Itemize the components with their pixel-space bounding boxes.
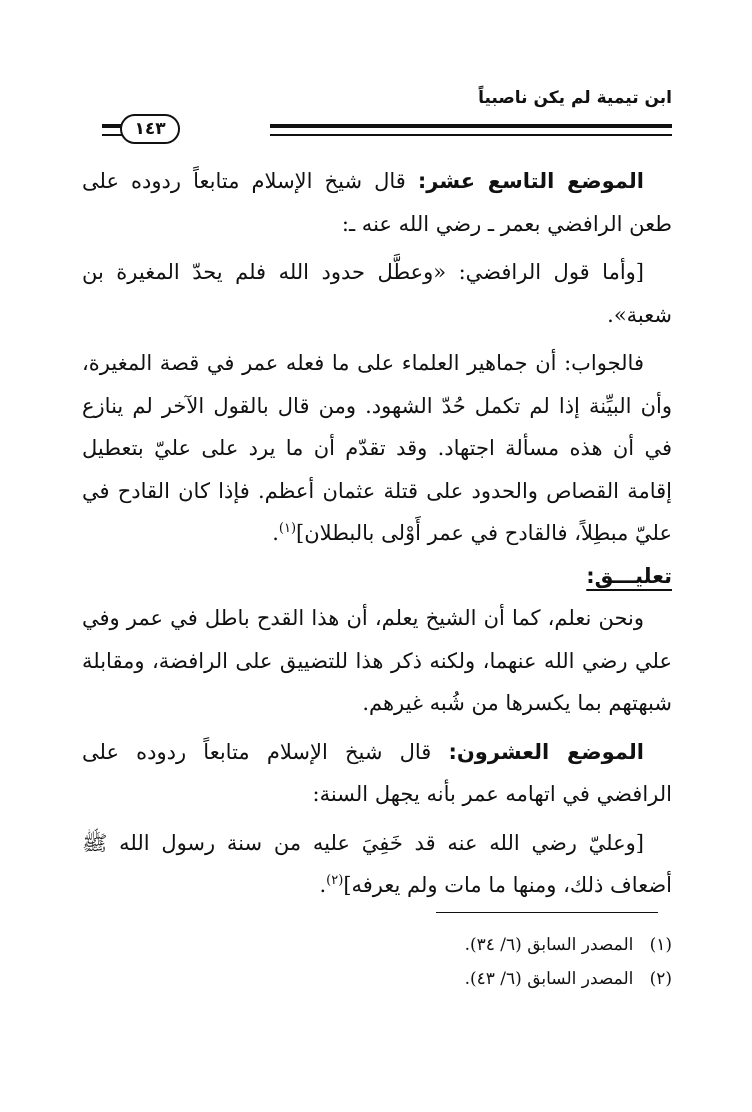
quote-paragraph-2	[82, 822, 672, 907]
section-keyword: الموضع العشرون:	[448, 739, 644, 764]
comment-heading-line	[82, 555, 672, 598]
footnote-number: (١)	[649, 935, 672, 955]
paragraph-text: قال شيخ الإسلام متابعاً ردوده على طعن الرافضي بعمر ـ رضي الله عنه ـ:	[82, 169, 672, 236]
main-text	[82, 160, 672, 907]
quote-paragraph	[82, 251, 672, 336]
header-rule-short	[102, 124, 122, 136]
footnote-text: المصدر السابق (٦/ ٣٤).	[464, 935, 634, 955]
footnote-number: (٢)	[649, 969, 672, 989]
paragraph-end: .	[272, 521, 279, 545]
paragraph-text: قال شيخ الإسلام متابعاً ردوده على الرافضي في اتهامه عمر بأنه يجهل السنة:	[82, 739, 672, 806]
page-number-badge	[120, 114, 180, 144]
footnote-ref[interactable]: (٢)	[326, 873, 344, 888]
paragraph-text: [وأما قول الرافضي: «وعطَّل حدود الله فلم يحدّ المغيرة بن شعبة».	[82, 260, 672, 327]
paragraph-text: [وعليّ رضي الله عنه قد خَفِيَ عليه من سنة رسول الله ﷺ أضعاف ذلك، ومنها ما مات ولم يعرفه]	[82, 830, 672, 897]
paragraph-text: فالجواب: أن جماهير العلماء على ما فعله عمر في قصة المغيرة، وأن البيِّنة إذا لم تكمل حُدّ الشهود. ومن قال بالقول الآخر لم ينازع في أن هذه مسألة اجتهاد. وقد تقدّم أن ما يرد على عليّ بتعطيل إقامة القصاص والحدود على قتلة عثمان أعظم. فإذا كان القادح في عليّ مبطِلاً، فالقادح في عمر أَوْلى بالبطلان]	[82, 351, 672, 545]
header-rule	[270, 124, 672, 136]
footnote-separator	[436, 912, 658, 913]
footnote-item	[82, 928, 672, 962]
running-title: ابن تيمية لم يكن ناصبياً	[478, 88, 672, 108]
footnote-text: المصدر السابق (٦/ ٤٣).	[464, 969, 634, 989]
page-number: ١٤٣	[134, 119, 166, 139]
footnote-ref[interactable]: (١)	[278, 521, 297, 536]
footnotes	[82, 928, 672, 996]
paragraph-19th-position	[82, 160, 672, 245]
paragraph-text: ونحن نعلم، كما أن الشيخ يعلم، أن هذا القدح باطل في عمر وفي علي رضي الله عنهما، ولكنه ذكر هذا للتضييق على الرافضة، ومقابلة شبهتهم بما يكسرها من شُبه غيرهم.	[82, 606, 672, 715]
paragraph-20th-position	[82, 731, 672, 816]
section-keyword: الموضع التاسع عشر:	[417, 169, 644, 193]
comment-paragraph	[82, 597, 672, 725]
comment-heading: تعليـــق:	[586, 563, 672, 588]
paragraph-end: .	[319, 873, 327, 897]
answer-paragraph	[82, 342, 672, 555]
footnote-item	[82, 962, 672, 996]
